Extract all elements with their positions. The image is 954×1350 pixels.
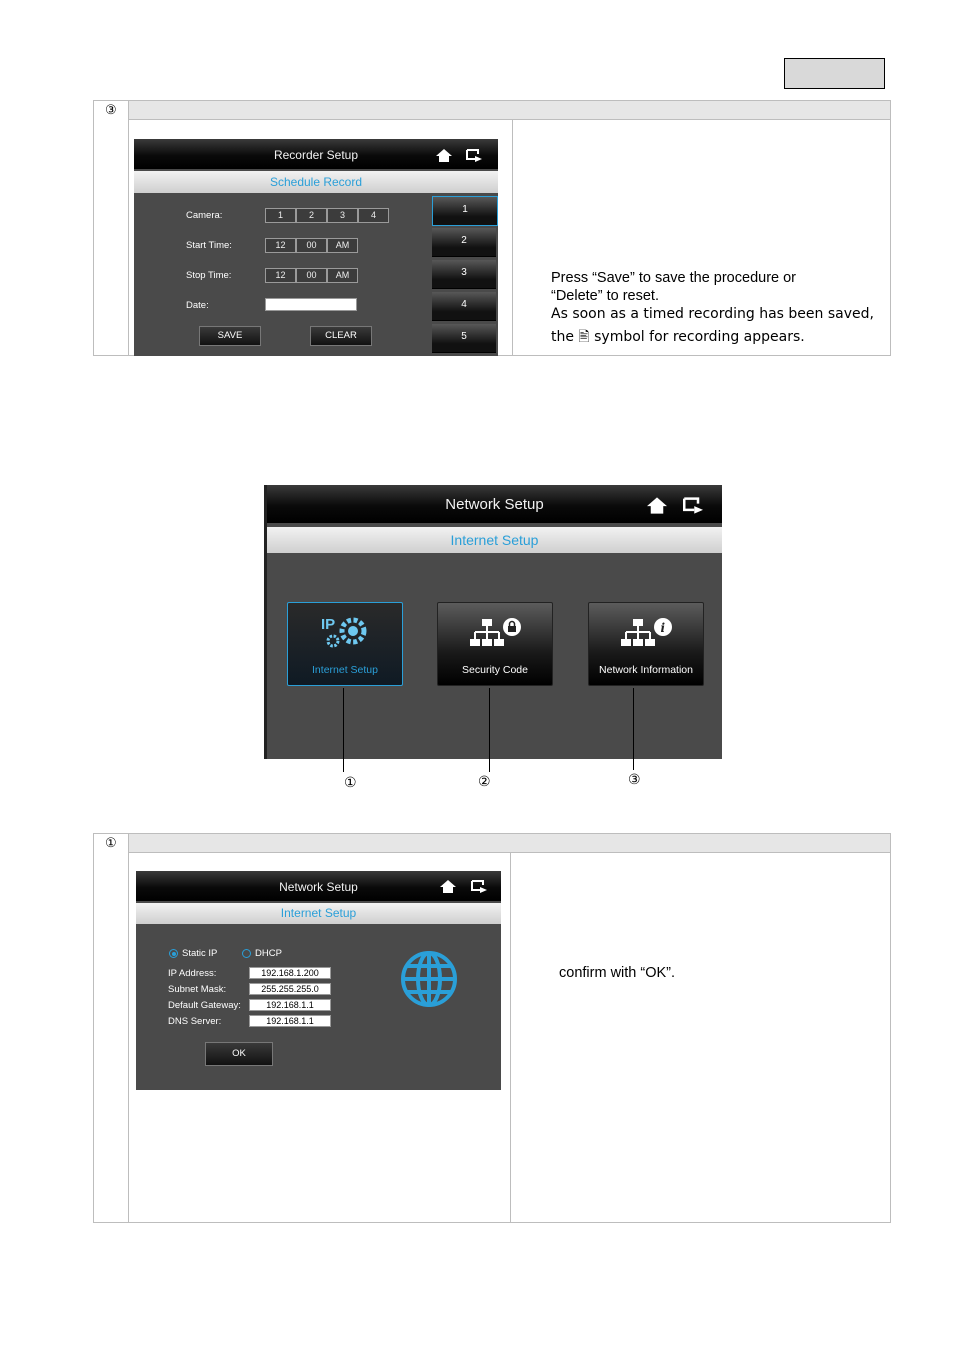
step-number-column [94,101,128,355]
divider [128,119,129,355]
ip-gear-icon [319,613,373,649]
camera-1-cell[interactable]: 1 [265,208,296,223]
divider [510,852,511,1222]
recorder-setup-screen [134,139,498,356]
screen-subtitle: Schedule Record [269,175,363,189]
stop-ampm-cell[interactable]: AM [327,268,358,283]
text-line: confirm with “OK”. [559,965,676,981]
tile-label: Security Code [462,664,528,676]
stop-time-label: Stop Time: [186,270,232,281]
screen-subtitle: Internet Setup [450,532,539,548]
network-info-icon [621,617,673,651]
camera-4-cell[interactable]: 4 [358,208,389,223]
start-hour-cell[interactable]: 12 [265,238,296,253]
network-lock-icon [470,617,522,651]
exit-icon[interactable] [466,149,482,162]
screen-title: Network Setup [279,880,358,894]
screen-subtitle-bar [134,171,498,193]
callout-number-2: ② [478,773,491,789]
svg-text:i: i [660,621,666,635]
camera-3-cell[interactable]: 3 [327,208,358,223]
dhcp-label: DHCP [255,948,282,959]
screen-title: Network Setup [445,496,544,513]
stop-hour-cell[interactable]: 12 [265,268,296,283]
callout-line-2 [489,688,490,772]
network-setup-menu-screen [264,485,722,759]
security-code-tile[interactable] [437,602,553,686]
screen-title: Recorder Setup [273,148,359,162]
step-number: ① [105,835,117,850]
screen-subtitle-bar [136,903,501,924]
callout-number-1: ① [344,774,357,790]
subnet-mask-field[interactable]: 255.255.255.0 [249,983,331,995]
instruction-table-2 [93,833,891,1223]
tile-label: Network Information [599,664,693,676]
subnet-mask-label: Subnet Mask: [168,984,227,995]
callout-line-3 [633,688,634,770]
network-information-tile[interactable] [588,602,704,686]
default-gateway-label: Default Gateway: [168,1000,241,1011]
clear-button[interactable]: CLEAR [310,326,372,346]
home-icon[interactable] [436,149,452,162]
schedule-tab-3[interactable]: 3 [432,260,496,289]
page-number-box [784,58,885,89]
schedule-tab-4[interactable]: 4 [432,292,496,321]
save-button[interactable]: SAVE [199,326,261,346]
screen-subtitle: Internet Setup [280,906,357,920]
camera-2-cell[interactable]: 2 [296,208,327,223]
schedule-tab-1[interactable]: 1 [432,196,498,226]
divider [128,852,129,1222]
step-number: ③ [105,102,117,117]
screen-subtitle-bar [267,527,722,553]
instruction-table-1 [93,100,891,356]
callout-number-3: ③ [628,771,641,787]
camera-label: Camera: [186,210,223,221]
home-icon[interactable] [440,880,456,893]
home-icon[interactable] [647,497,667,514]
start-time-label: Start Time: [186,240,232,251]
internet-setup-screen [136,871,501,1090]
description-confirm [559,964,859,982]
date-label: Date: [186,300,209,311]
callout-line-1 [343,688,344,772]
exit-icon[interactable] [471,880,487,893]
schedule-tab-2[interactable]: 2 [432,228,496,257]
text-line: the 🖹 symbol for recording appears. [551,329,805,345]
dns-server-label: DNS Server: [168,1016,222,1027]
date-field[interactable] [265,298,357,311]
ip-address-label: IP Address: [168,968,217,979]
dns-server-field[interactable]: 192.168.1.1 [249,1015,331,1027]
start-ampm-cell[interactable]: AM [327,238,358,253]
step-number-column [94,834,128,1222]
tile-label: Internet Setup [312,664,378,676]
description-recording [551,303,887,349]
static-ip-radio[interactable] [169,949,178,958]
text-line: “Delete” to reset. [551,288,659,304]
exit-icon[interactable] [683,497,703,514]
ip-address-field[interactable]: 192.168.1.200 [249,967,331,979]
start-minute-cell[interactable]: 00 [296,238,327,253]
text-line: As soon as a timed recording has been saved, [551,306,874,322]
table-header [128,101,890,120]
text-line: Press “Save” to save the procedure or [551,270,797,286]
schedule-tab-5[interactable]: 5 [432,324,496,353]
static-ip-label: Static IP [182,948,218,959]
stop-minute-cell[interactable]: 00 [296,268,327,283]
description-save [551,269,881,305]
svg-text:IP: IP [321,616,336,633]
default-gateway-field[interactable]: 192.168.1.1 [249,999,331,1011]
dhcp-radio[interactable] [242,949,251,958]
globe-icon [400,950,458,1008]
ok-button[interactable]: OK [205,1042,273,1066]
divider [512,119,513,355]
table-header [128,834,890,853]
internet-setup-tile[interactable] [287,602,403,686]
